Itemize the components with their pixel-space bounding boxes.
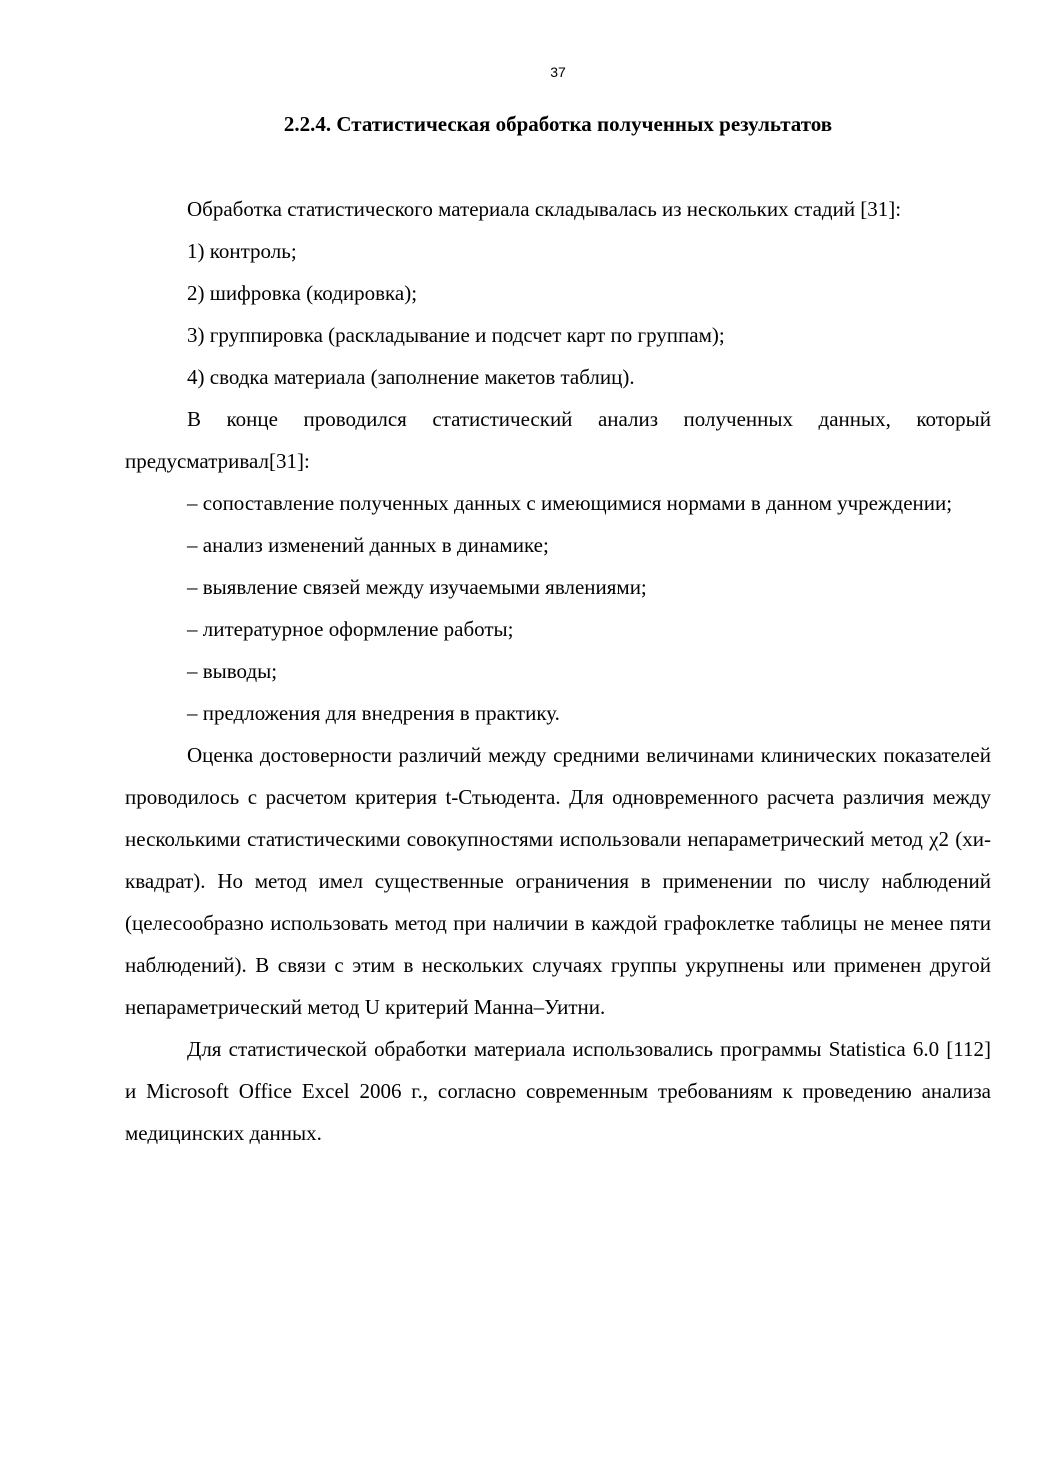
analysis-item: – литературное оформление работы;: [187, 617, 514, 641]
reliability-paragraph: Оценка достоверности различий между средними величинами клинических показателей проводилось с расчетом критерия t-Стьюдента. Для одновременного расчета различия между несколькими статистическими совокупностями использовали непараметрический метод χ2 (хи-квадрат). Но метод имел существенные ограничения в применении по числу наблюдений (целесообразно использовать метод при наличии в каждой графоклетке таблицы не менее пяти наблюдений). В связи с этим в нескольких случаях группы укрупнены или применен другой непараметрический метод U критерий Манна–Уитни.: [125, 743, 991, 1019]
analysis-item: – выводы;: [187, 659, 278, 683]
analysis-intro-paragraph: В конце проводился статистический анализ полученных данных, который предусматривал[31]:: [125, 407, 991, 473]
stage-item: 3) группировка (раскладывание и подсчет карт по группам);: [187, 323, 725, 347]
page-number: 37: [550, 64, 566, 80]
analysis-item: – сопоставление полученных данных с имеющимися нормами в данном учреждении;: [187, 491, 953, 515]
analysis-item: – выявление связей между изучаемыми явлениями;: [187, 575, 647, 599]
analysis-item: – предложения для внедрения в практику.: [187, 701, 560, 725]
analysis-item: – анализ изменений данных в динамике;: [187, 533, 549, 557]
body-text: [125, 188, 991, 1154]
software-paragraph: Для статистической обработки материала использовались программы Statistica 6.0 [112] и Microsoft Office Excel 2006 г., согласно современным требованиям к проведению анализа медицинских данных.: [125, 1037, 991, 1145]
stage-item: 1) контроль;: [187, 239, 297, 263]
stage-item: 4) сводка материала (заполнение макетов таблиц).: [187, 365, 635, 389]
stage-item: 2) шифровка (кодировка);: [187, 281, 418, 305]
intro-paragraph: Обработка статистического материала складывалась из нескольких стадий [31]:: [187, 197, 902, 221]
section-heading: 2.2.4. Статистическая обработка полученных результатов: [283, 112, 833, 136]
